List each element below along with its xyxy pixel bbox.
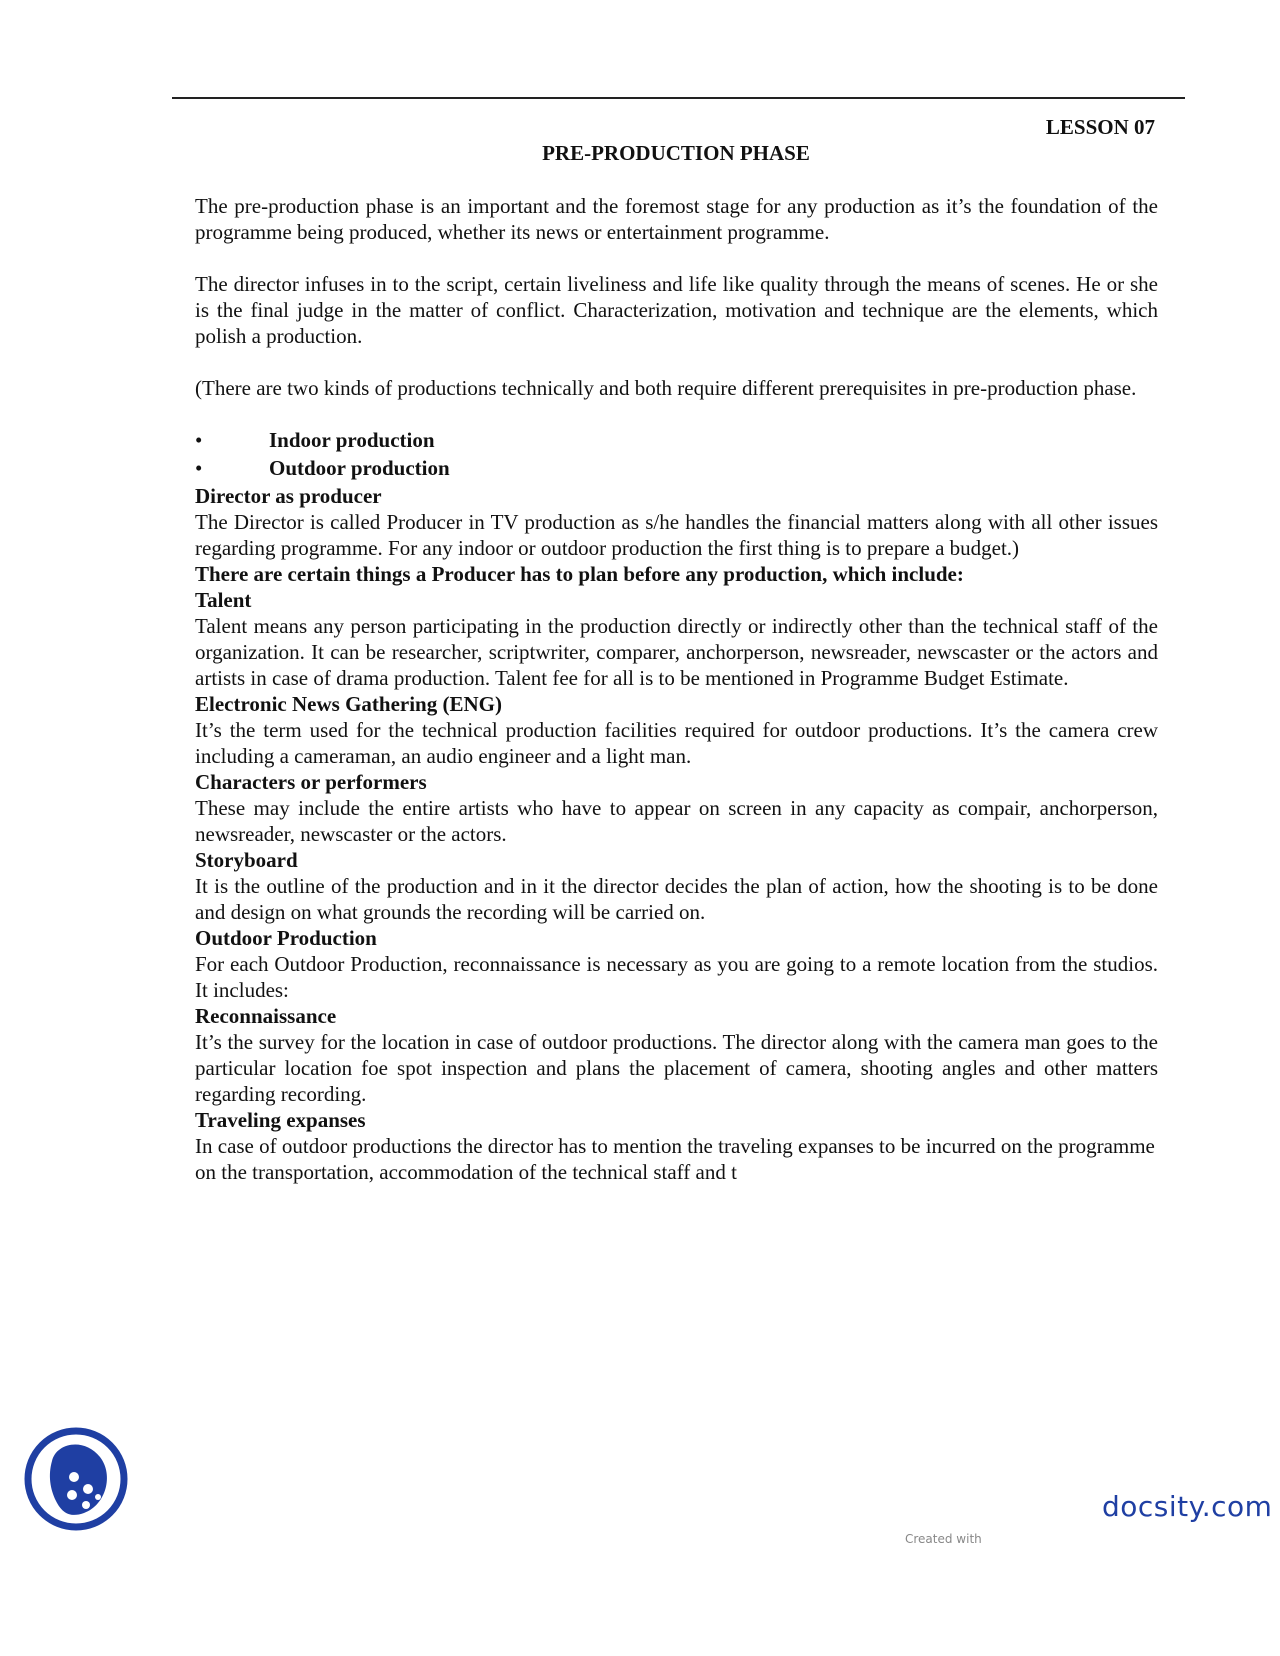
section-text-traveling: In case of outdoor productions the director has to mention the traveling expanses to be incurred on the programme on the transportation, accommodation of the technical staff and t bbox=[195, 1134, 1155, 1184]
header-rule bbox=[172, 97, 1185, 99]
docsity-brand-link[interactable]: docsity.com bbox=[1102, 1490, 1273, 1523]
section-text-storyboard: It is the outline of the production and in it the director decides the plan of action, how the shooting is to be done and design on what grounds the recording will be carried on. bbox=[195, 874, 1158, 924]
section-text-director-producer: The Director is called Producer in TV production as s/he handles the financial matters along with all other issues regarding programme. For any indoor or outdoor production the first thing is to prepare a budget.) bbox=[195, 510, 1158, 560]
page-title: PRE-PRODUCTION PHASE bbox=[542, 141, 810, 165]
section-text-talent: Talent means any person participating in the production directly or indirectly other than the technical staff of the organization. It can be researcher, scriptwriter, comparer, anchorperson, newsreader, newscaster or the actors and artists in case of drama production. Talent fee for all is to be mentioned in Programme Budget Estimate. bbox=[195, 614, 1158, 690]
section-heading-reconnaissance: Reconnaissance bbox=[195, 1004, 337, 1028]
section-text-eng: It’s the term used for the technical production facilities required for outdoor productions. It’s the camera crew including a cameraman, an audio engineer and a light man. bbox=[195, 718, 1158, 768]
list-item-label: Outdoor production bbox=[269, 456, 450, 480]
plan-statement: There are certain things a Producer has to plan before any production, which include: bbox=[195, 562, 964, 586]
section-heading-traveling: Traveling expanses bbox=[195, 1108, 366, 1132]
list-item bbox=[195, 455, 1158, 483]
section-heading-outdoor: Outdoor Production bbox=[195, 926, 377, 950]
lesson-number: LESSON 07 bbox=[1045, 115, 1155, 139]
section-text-outdoor: For each Outdoor Production, reconnaissance is necessary as you are going to a remote location from the studios. It includes: bbox=[195, 952, 1158, 1002]
section-text-reconnaissance: It’s the survey for the location in case of outdoor productions. The director along with the camera man goes to the particular location foe spot inspection and plans the placement of camera, shooting angles and other matters regarding recording. bbox=[195, 1030, 1158, 1106]
section-heading-characters: Characters or performers bbox=[195, 770, 427, 794]
intro-paragraph: The pre-production phase is an important and the foremost stage for any production as it’s the foundation of the programme being produced, whether its news or entertainment programme. bbox=[195, 194, 1158, 244]
production-types-list bbox=[195, 427, 1158, 483]
docsity-logo-icon[interactable] bbox=[22, 1423, 130, 1533]
director-paragraph: The director infuses in to the script, certain liveliness and life like quality through the means of scenes. He or she is the final judge in the matter of conflict. Characterization, motivation and technique are the elements, which polish a production. bbox=[195, 272, 1158, 348]
bullet-icon: • bbox=[195, 428, 203, 452]
section-heading-director-producer: Director as producer bbox=[195, 484, 382, 508]
section-text-characters: These may include the entire artists who have to appear on screen in any capacity as compair, anchorperson, newsreader, newscaster or the actors. bbox=[195, 796, 1158, 846]
document-body bbox=[195, 193, 1158, 1185]
bullet-icon: • bbox=[195, 456, 203, 480]
created-with-label: Created with bbox=[905, 1532, 982, 1546]
kinds-paragraph: (There are two kinds of productions technically and both require different prerequisites in pre-production phase. bbox=[195, 376, 1137, 400]
list-item-label: Indoor production bbox=[269, 428, 435, 452]
list-item bbox=[195, 427, 1158, 455]
section-heading-eng: Electronic News Gathering (ENG) bbox=[195, 692, 502, 716]
section-heading-storyboard: Storyboard bbox=[195, 848, 298, 872]
section-heading-talent: Talent bbox=[195, 588, 252, 612]
